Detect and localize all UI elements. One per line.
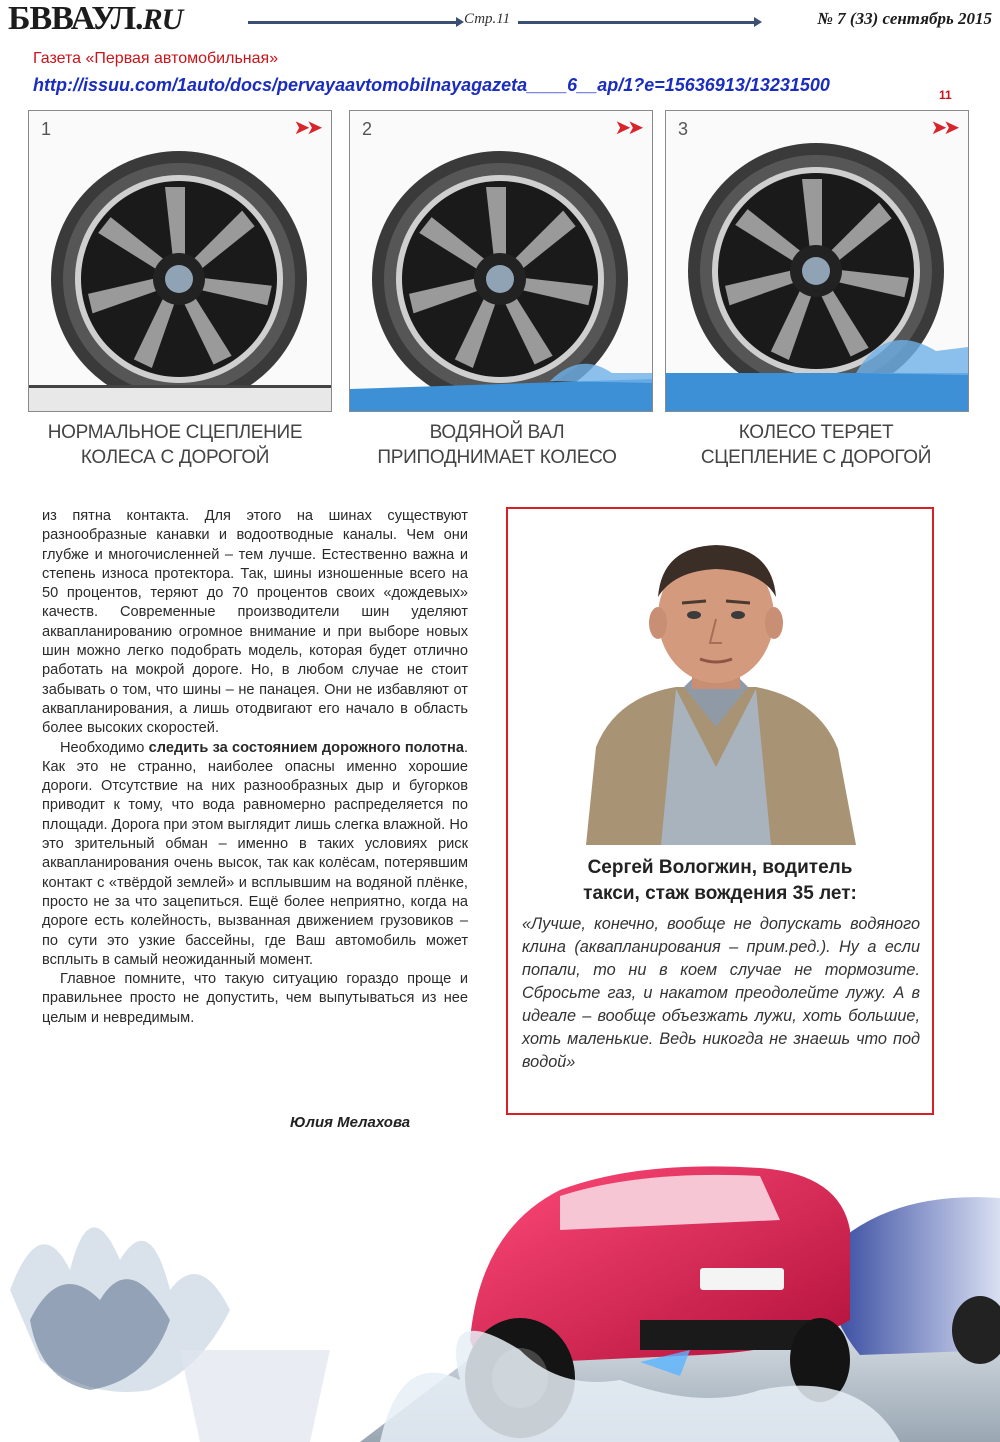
quote-box xyxy=(506,507,934,1115)
driver-portrait xyxy=(566,527,866,845)
magazine-page-number: 11 xyxy=(939,88,952,102)
header-rule-right xyxy=(518,21,756,24)
direction-arrows-icon: ➤➤ xyxy=(293,117,319,139)
article-paragraph: из пятна контакта. Для этого на шинах существуют разнообразные канавки и водоотводные каналы. Чем они глубже и многочисленней – тем лучше. Естественно важна и степень износа протектора. Так, шины изношенные всего на 50 процентов, теряют до 70 процентов своих «дождевых» качеств. Современные производители шин уделяют аквапланированию огромное внимание и при выборе новых шин можно легко подобрать модель, которая будет отлично работать на мокрой дороге. Но, в любом случае не стоит забывать о том, что шины – не панацея. Они не избавляют от аквапланирования, а лишь отодвигают его начало в область более высоких скоростей. xyxy=(42,508,468,737)
panel-caption-2 xyxy=(337,420,657,470)
masthead-text: БВВАУЛ. xyxy=(8,0,143,37)
panel-number: 1 xyxy=(41,119,52,139)
paragraph-start: Необходимо xyxy=(60,739,149,756)
quote-speaker xyxy=(518,855,922,907)
article-body xyxy=(42,507,468,1028)
car-splash-illustration xyxy=(0,1150,1000,1442)
caption-line: СЦЕПЛЕНИЕ С ДОРОГОЙ xyxy=(700,447,932,468)
direction-arrows-icon: ➤➤ xyxy=(930,117,956,139)
caption-line: ВОДЯНОЙ ВАЛ xyxy=(429,422,565,443)
caption-line: КОЛЕСО ТЕРЯЕТ xyxy=(738,422,894,443)
speaker-line: Сергей Вологжин, водитель xyxy=(587,857,853,878)
issue-label: № 7 (33) сентябрь 2015 xyxy=(817,9,992,28)
article-paragraph: Главное помните, что такую ситуацию гораздо проще и правильнее просто не допустить, чем выпутываться из нее целым и невредимым. xyxy=(42,971,468,1026)
panel-number: 3 xyxy=(678,119,689,139)
emphasis-text: следить за состоянием дорожного полотна xyxy=(148,739,464,756)
tire-normal-illustration xyxy=(29,111,331,411)
tire-panel-2 xyxy=(349,110,653,412)
source-link[interactable]: http://issuu.com/1auto/docs/pervayaavtomobilnayagazeta____6__ap/1?e=15636913/13231500 xyxy=(33,75,830,95)
caption-line: КОЛЕСА С ДОРОГОЙ xyxy=(80,447,270,468)
paragraph-rest: . Как это не странно, наиболее опасны именно хорошие дороги. Отсутствие на них разнообразных дыр и бугорков приводит к тому, что вода равномерно распределяется по площади. Дорога при этом выглядит лишь слегка влажной. Но это зрительный обман – именно в таких условиях риск аквапланирования очень высок, так как колёсам, потерявшим контакт с «твёрдой землей» и всплывшим на водяной плёнке, просто не за что зацепиться. Ещё более неприятно, когда на дороге есть колейность, вызванная движением грузовиков – по сути это узкие бассейны, где Ваш автомобиль может всплыть в самый неожиданный момент. xyxy=(42,739,468,968)
speaker-line: такси, стаж вождения 35 лет: xyxy=(583,883,857,904)
caption-line: НОРМАЛЬНОЕ СЦЕПЛЕНИЕ xyxy=(47,422,303,443)
tire-hydroplaning-illustration xyxy=(666,111,968,411)
page-label: Стр.11 xyxy=(464,11,511,27)
tire-water-wedge-illustration xyxy=(350,111,652,411)
article-paragraph xyxy=(42,739,468,971)
panel-caption-1 xyxy=(15,420,335,470)
source-name: Газета «Первая автомобильная» xyxy=(33,50,279,67)
masthead-suffix: RU xyxy=(142,3,183,36)
article-author: Юлия Мелахова xyxy=(290,1114,411,1131)
quote-text: «Лучше, конечно, вообще не допускать водяного клина (аквапланирования – прим.ред.). Ну а если попали, то ни в коем случае не тормозите. Сбросьте газ, и накатом преодолейте лужу. А в идеале – вообще объезжать лужи, хоть большие, хоть маленькие. Ведь никогда не знаешь что под водой» xyxy=(522,915,920,1071)
caption-line: ПРИПОДНИМАЕТ КОЛЕСО xyxy=(377,447,617,468)
tire-panel-3 xyxy=(665,110,969,412)
panel-number: 2 xyxy=(362,119,373,139)
direction-arrows-icon: ➤➤ xyxy=(614,117,640,139)
panel-caption-3 xyxy=(656,420,976,470)
tire-panel-1 xyxy=(28,110,332,412)
header-rule-left xyxy=(248,21,458,24)
masthead-logo xyxy=(8,0,182,38)
